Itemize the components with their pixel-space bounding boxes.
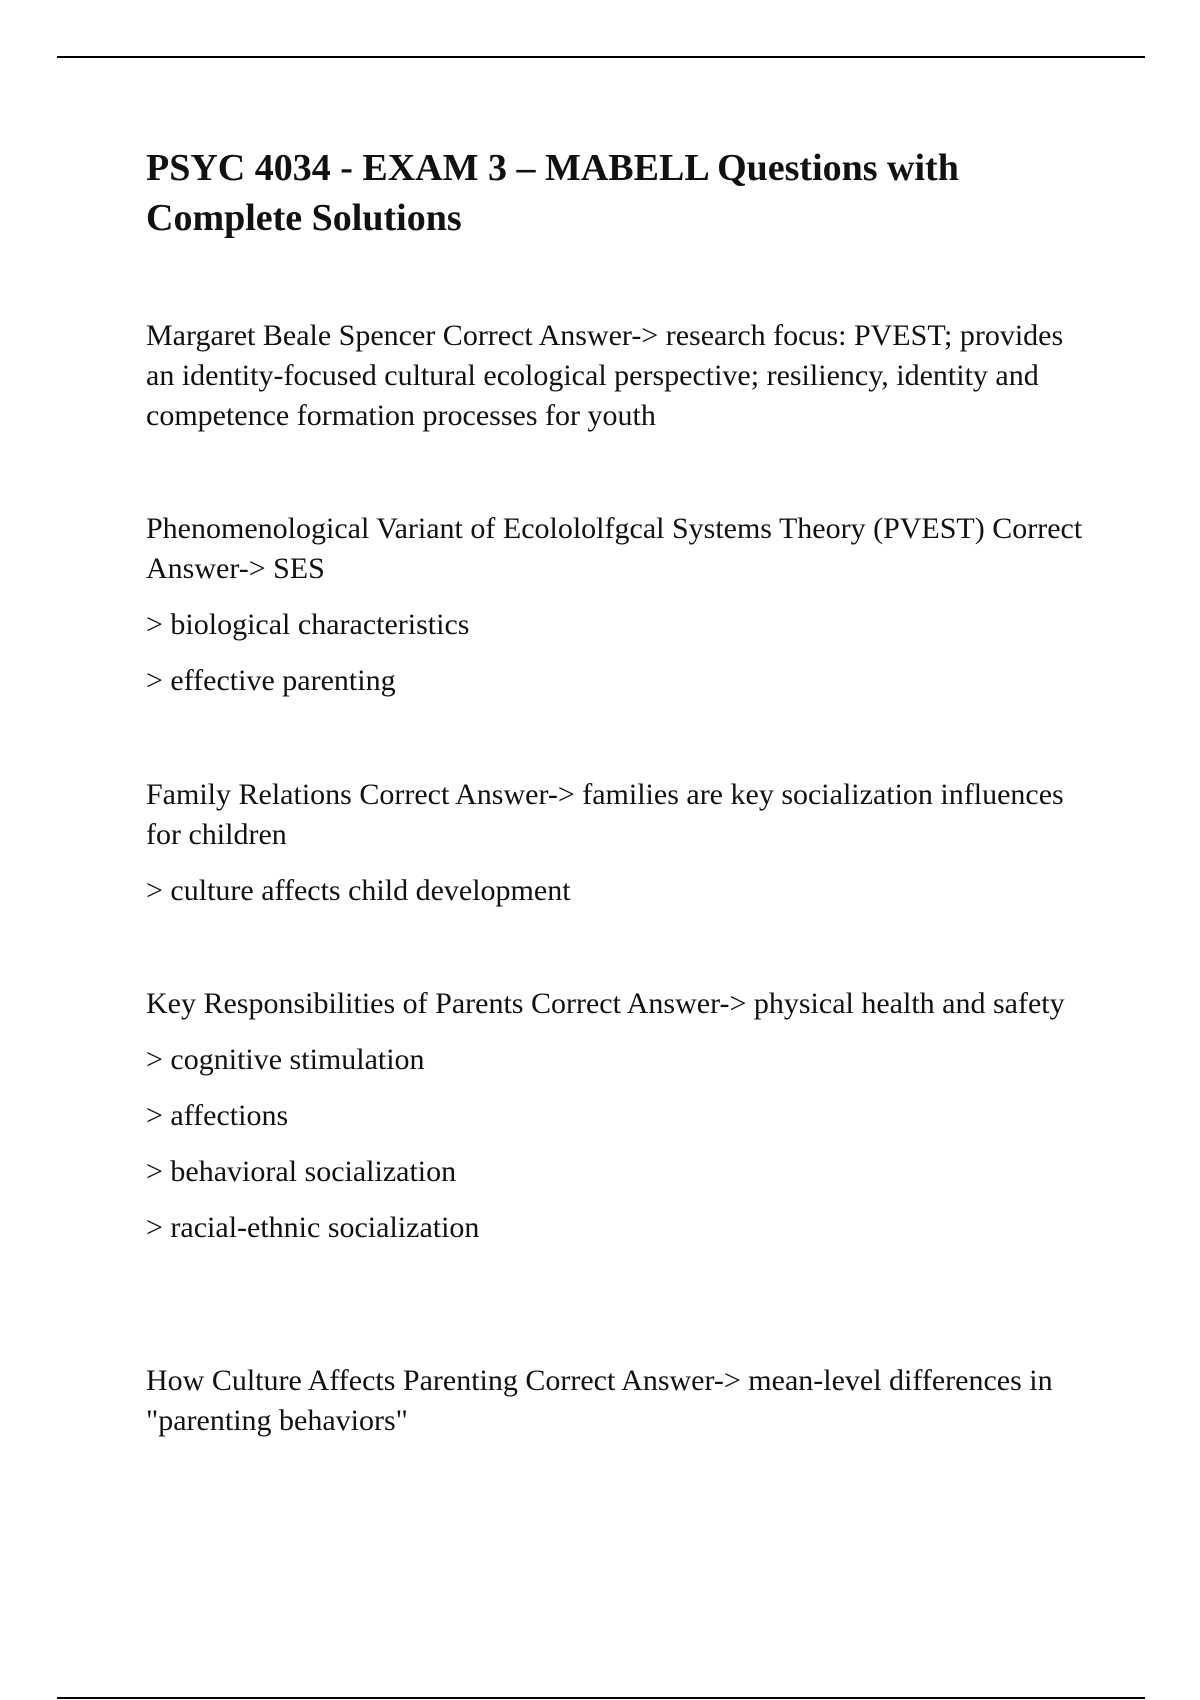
qa-entry [146, 509, 1086, 701]
document-title: PSYC 4034 - EXAM 3 – MABELL Questions with Complete Solutions [146, 147, 959, 239]
qa-entry-text: How Culture Affects Parenting Correct Answer-> mean-level differences in "parenting behaviors" [146, 1364, 1053, 1437]
qa-entry-bullet: > biological characteristics [146, 608, 470, 641]
qa-entry-bullet: > effective parenting [146, 664, 396, 697]
qa-entry [146, 316, 1086, 436]
header-rule [57, 56, 1145, 58]
qa-entry [146, 1361, 1086, 1441]
qa-entry [146, 984, 1086, 1248]
qa-entry-bullet: > racial-ethnic socialization [146, 1211, 480, 1244]
footer-rule [57, 1697, 1145, 1699]
document-body [146, 143, 1086, 1437]
qa-entry-bullet: > cognitive stimulation [146, 1043, 425, 1076]
qa-entry-text: Key Responsibilities of Parents Correct Answer-> physical health and safety [146, 987, 1065, 1020]
qa-entry-text: Phenomenological Variant of Ecolololfgcal Systems Theory (PVEST) Correct Answer-> SES [146, 512, 1083, 585]
qa-entry-bullet: > behavioral socialization [146, 1155, 457, 1188]
qa-entry [146, 775, 1086, 911]
qa-entry-text: Family Relations Correct Answer-> families are key socialization influences for children [146, 778, 1064, 851]
qa-entry-text: Margaret Beale Spencer Correct Answer-> research focus: PVEST; provides an identity-focused cultural ecological perspective; resiliency, identity and competence formation processes for youth [146, 319, 1064, 432]
qa-entry-bullet: > culture affects child development [146, 874, 571, 907]
qa-entry-bullet: > affections [146, 1099, 289, 1132]
